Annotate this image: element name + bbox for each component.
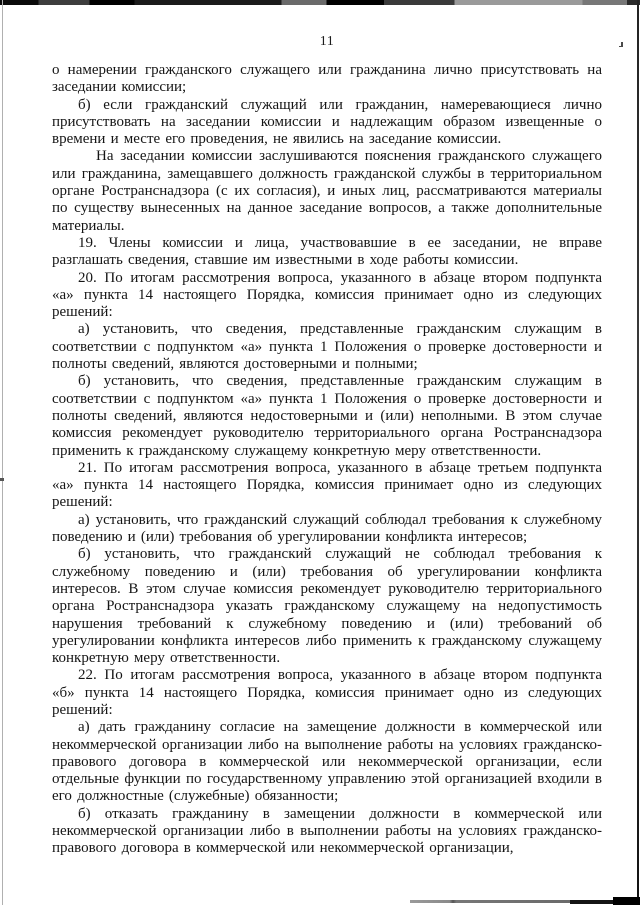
bottom-scan-thin-line (410, 900, 575, 903)
paragraph: 22. По итогам рассмотрения вопроса, указанного в абзаце втором подпункта «б» пункта 14 настоящего Порядка, комиссия принимает одно из следующих решений: (52, 667, 602, 718)
page-number: 11 (319, 34, 335, 49)
paragraph: 21. По итогам рассмотрения вопроса, указанного в абзаце третьем подпункта «а» пункта 14 настоящего Порядка, комиссия принимает одно из следующих решений: (52, 459, 602, 511)
right-scan-line (637, 0, 639, 905)
paragraph: б) если гражданский служащий или гражданин, намеревающиеся лично присутствовать на заседании комиссии и надлежащим образом извещенные о времени и месте его проведения, не явились на заседание комиссии. (52, 96, 602, 148)
text-block (52, 62, 602, 858)
paragraph: б) отказать гражданину в замещении должности в коммерческой или некоммерческой организации либо в выполнении работы на условиях гражданско-правового договора в коммерческой или некоммерческой организации, (52, 805, 602, 857)
bottom-scan-dark-block (570, 900, 615, 904)
bottom-scan-corner-block (613, 897, 640, 905)
paragraph: а) установить, что гражданский служащий соблюдал требования к служебному поведению и (или) требования об урегулировании конфликта интересов; (52, 511, 602, 546)
paragraph: 20. По итогам рассмотрения вопроса, указанного в абзаце втором подпункта «а» пункта 14 настоящего Порядка, комиссия принимает одно из следующих решений: (52, 269, 602, 321)
bottom-scan-bar (410, 897, 640, 905)
scan-speck (621, 42, 623, 47)
paragraph: На заседании комиссии заслушиваются пояснения гражданского служащего или гражданина, замещавшего должность гражданской службы в территориальном органе Ространснадзора (с их согласия), и иных лиц, рассматриваются материалы по существу вынесенных на данное заседание вопросов, а также дополнительные материалы. (52, 148, 602, 234)
paragraph: а) установить, что сведения, представленные гражданским служащим в соответствии с подпунктом «а» пункта 1 Положения о проверке достоверности и полноты сведений, являются достоверными и полными; (52, 321, 602, 373)
paragraph: а) дать гражданину согласие на замещение должности в коммерческой или некоммерческой организации либо на выполнение работы на условиях гражданско-правового договора в коммерческой или некоммерческой организации, если отдельные функции по государственному управлению этой организацией входили в его должностные (служебные) обязанности; (52, 719, 602, 805)
top-scan-bar (0, 0, 640, 5)
paragraph: б) установить, что гражданский служащий не соблюдал требования к служебному поведению и (или) требования об урегулировании конфликта интересов. В этом случае комиссия рекомендует руководителю территориального органа Ространснадзора указать гражданскому служащему на недопустимость нарушения требований к служебному поведению и (или) требований об урегулировании конфликта интересов либо применить к гражданскому служащему конкретную меру ответственности. (52, 546, 602, 667)
paragraph: о намерении гражданского служащего или гражданина лично присутствовать на заседании комиссии; (52, 62, 602, 96)
paragraph: 19. Члены комиссии и лица, участвовавшие в ее заседании, не вправе разглашать сведения, ставшие им известными в ходе работы комиссии. (52, 234, 602, 269)
paragraph: б) установить, что сведения, представленные гражданским служащим в соответствии с подпунктом «а» пункта 1 Положения о проверке достоверности и полноты сведений, являются недостоверными и (или) неполными. В этом случае комиссия рекомендует руководителю территориального органа Ространснадзора применить к гражданскому служащему конкретную меру ответственности. (52, 373, 602, 459)
left-scan-tick (0, 478, 4, 481)
left-scan-line (2, 0, 3, 905)
